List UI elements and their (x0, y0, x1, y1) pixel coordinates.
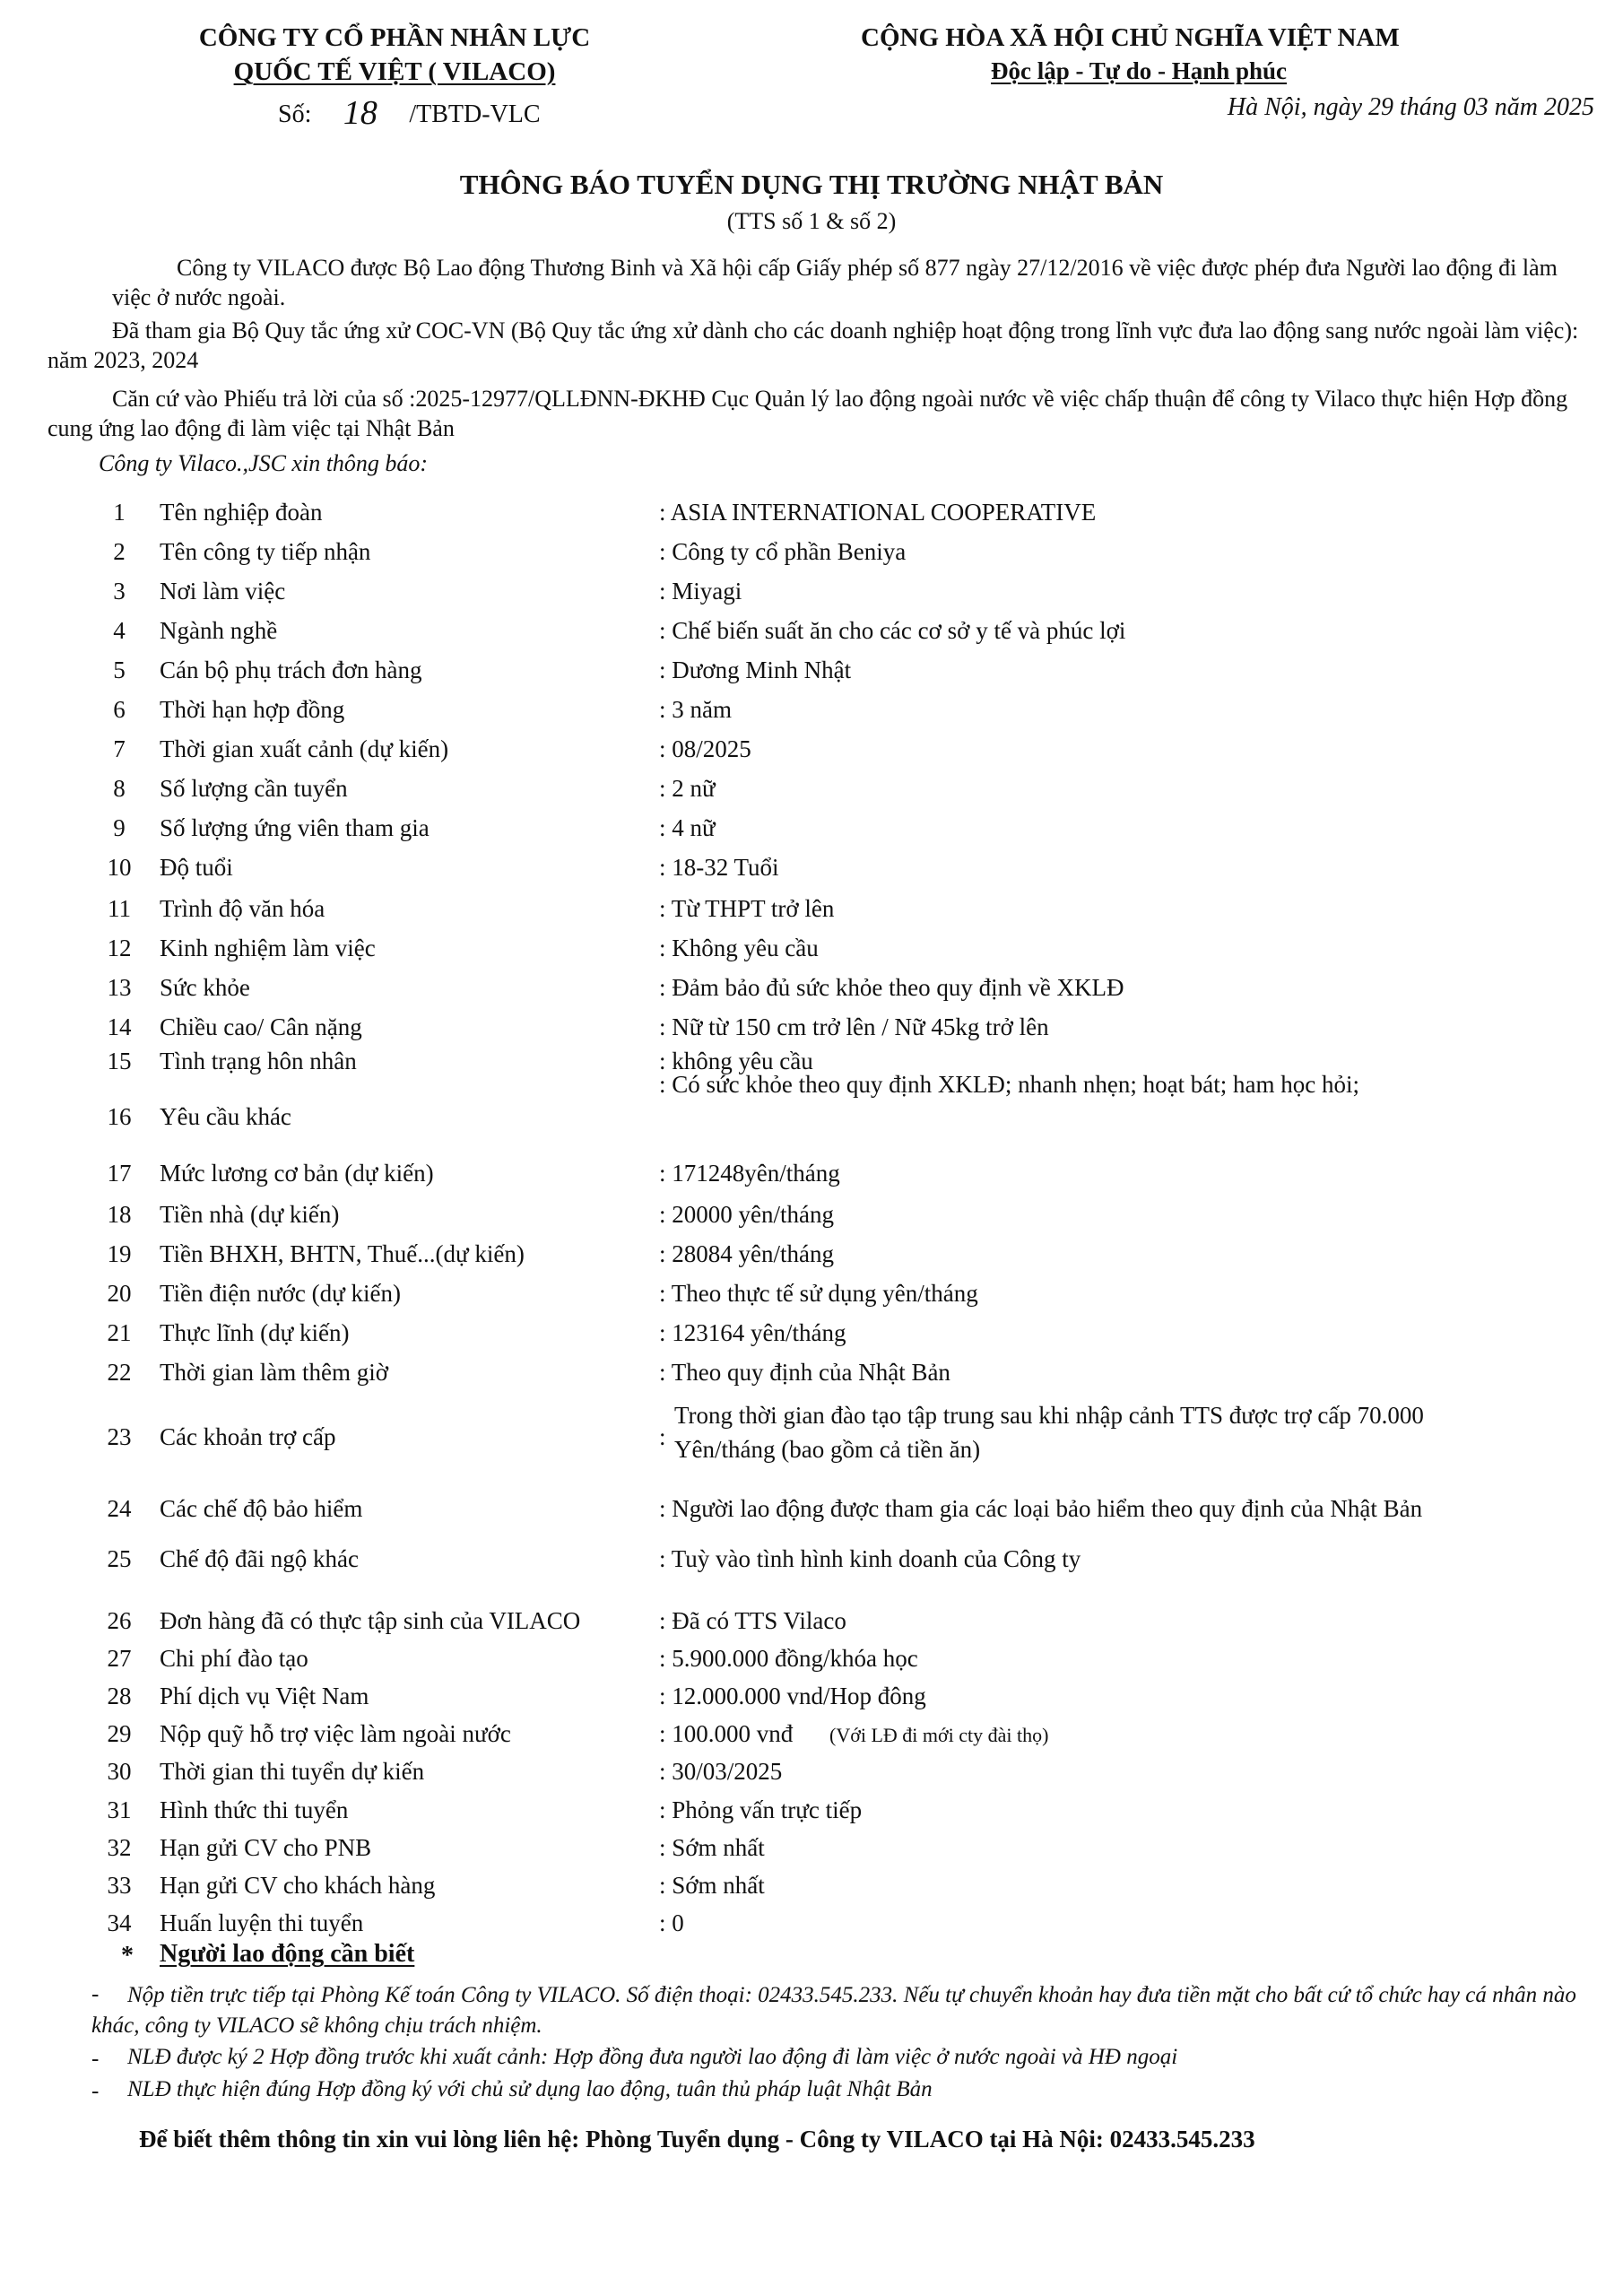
item-value: : Chế biến suất ăn cho các cơ sở y tế và phúc lợi (659, 617, 1126, 644)
item-label: Tiền BHXH, BHTN, Thuế...(dự kiến) (160, 1240, 525, 1267)
item-number: 22 (107, 1359, 132, 1386)
nation-line1: CỘNG HÒA XÃ HỘI CHỦ NGHĨA VIỆT NAM (861, 23, 1400, 52)
item-value: : không yêu cầu (659, 1048, 813, 1074)
item-value: : Đã có TTS Vilaco (659, 1607, 846, 1634)
company-name-line2: QUỐC TẾ VIỆT ( VILACO) (233, 57, 556, 86)
item-label: Chiều cao/ Cân nặng (160, 1013, 362, 1040)
item-number: 26 (107, 1607, 132, 1634)
notice-point-1: Nộp tiền trực tiếp tại Phòng Kế toán Công ty VILACO. Số điện thoại: 02433.545.233. Nếu tự chuyển khoản hay đưa tiền mặt cho bất cứ tổ chức hay cá nhân nào khác, công ty VILACO sẽ không chịu trách nhiệm. (91, 1983, 1576, 2038)
item-number: 17 (107, 1160, 132, 1187)
item-number: 1 (113, 499, 126, 526)
page-title: THÔNG BÁO TUYỂN DỤNG THỊ TRƯỜNG NHẬT BẢN (459, 169, 1164, 200)
item-number: 15 (107, 1048, 132, 1074)
item-value: : 18-32 Tuổi (659, 854, 779, 881)
item-label: Chế độ đãi ngộ khác (160, 1545, 359, 1572)
item-label: Huấn luyện thi tuyển (160, 1909, 364, 1936)
item-number: 20 (107, 1280, 132, 1307)
item-number: 27 (107, 1645, 132, 1672)
item-number: 12 (107, 935, 132, 961)
item-value: : Tuỳ vào tình hình kinh doanh của Công ty (659, 1545, 1081, 1572)
item-label: Nộp quỹ hỗ trợ việc làm ngoài nước (160, 1720, 511, 1747)
item-label: Hình thức thi tuyển (160, 1796, 349, 1823)
item-value: Trong thời gian đào tạo tập trung sau khi nhập cảnh TTS được trợ cấp 70.000 (674, 1402, 1424, 1429)
item-label: Tên nghiệp đoàn (160, 499, 323, 526)
item-label: Thời gian xuất cảnh (dự kiến) (160, 735, 449, 762)
item-value: : 30/03/2025 (659, 1758, 783, 1785)
place-date: Hà Nội, ngày 29 tháng 03 năm 2025 (1227, 93, 1594, 121)
item-label: Kinh nghiệm làm việc (160, 935, 376, 961)
item-label: Tình trạng hôn nhân (160, 1048, 357, 1074)
item-number: 7 (113, 735, 126, 762)
item-label: Phí dịch vụ Việt Nam (160, 1683, 369, 1709)
item-value-continued: Yên/tháng (bao gồm cả tiền ăn) (674, 1436, 981, 1463)
item-label: Hạn gửi CV cho khách hàng (160, 1872, 436, 1899)
item-label: Trình độ văn hóa (160, 895, 325, 922)
item-number: 24 (107, 1495, 132, 1522)
item-label: Thời hạn hợp đồng (160, 696, 345, 723)
item-label: Các khoản trợ cấp (160, 1423, 336, 1450)
item-number: 6 (113, 696, 126, 723)
item-value: : Theo quy định của Nhật Bản (659, 1359, 950, 1386)
item-number: 31 (107, 1796, 132, 1823)
item-value: : 4 nữ (659, 814, 716, 841)
item-value: : Từ THPT trở lên (659, 895, 835, 922)
item-label: Số lượng cần tuyển (160, 775, 348, 802)
notice-dash-1: - (91, 1982, 100, 2006)
item-value: : Sớm nhất (659, 1872, 765, 1899)
item-label: Mức lương cơ bản (dự kiến) (160, 1160, 434, 1187)
item-value: : 2 nữ (659, 775, 716, 802)
item-value: : Phỏng vấn trực tiếp (659, 1796, 863, 1823)
notice-dash-3: - (91, 2079, 100, 2103)
doc-number-label: Số: (278, 100, 312, 128)
nation-motto: Độc lập - Tự do - Hạnh phúc (991, 57, 1288, 84)
notice-point-3: NLĐ thực hiện đúng Hợp đồng ký với chủ sử dụng lao động, tuân thủ pháp luật Nhật Bản (127, 2077, 933, 2101)
item-number: 4 (113, 617, 126, 644)
item-number: 3 (113, 578, 126, 604)
item-value: : 08/2025 (659, 735, 751, 762)
item-value: : Công ty cổ phần Beniya (659, 538, 907, 565)
item-value: : 3 năm (659, 696, 732, 723)
item-label: Thực lĩnh (dự kiến) (160, 1319, 350, 1346)
item-label: Nơi làm việc (160, 578, 286, 604)
contact-line: Để biết thêm thông tin xin vui lòng liên hệ: Phòng Tuyển dụng - Công ty VILACO tại Hà Nội: 02433.545.233 (139, 2126, 1255, 2152)
item-value: : Theo thực tế sử dụng yên/tháng (659, 1280, 978, 1307)
item-value: : Đảm bảo đủ sức khỏe theo quy định về XKLĐ (659, 974, 1124, 1001)
notice-dash-2: - (91, 2047, 100, 2071)
item-label: Các chế độ bảo hiểm (160, 1495, 363, 1522)
doc-number-suffix: /TBTD-VLC (409, 100, 541, 128)
notice-point-2: NLĐ được ký 2 Hợp đồng trước khi xuất cảnh: Hợp đồng đưa người lao động đi làm việc ở nước ngoài và HĐ ngoại (127, 2045, 1178, 2069)
item-value: : 20000 yên/tháng (659, 1201, 834, 1228)
item-number: 29 (107, 1720, 132, 1747)
notice-bullet: * (121, 1942, 134, 1970)
item-number: 14 (107, 1013, 132, 1040)
item-number: 33 (107, 1872, 132, 1899)
item-number: 8 (113, 775, 126, 802)
item-label: Thời gian làm thêm giờ (160, 1359, 389, 1386)
item-label: Độ tuổi (160, 854, 233, 881)
item-number: 13 (107, 974, 132, 1001)
item-value: : Có sức khỏe theo quy định XKLĐ; nhanh nhẹn; hoạt bát; ham học hỏi; (659, 1071, 1360, 1098)
item-number: 21 (107, 1319, 132, 1346)
item-number: 30 (107, 1758, 132, 1785)
item-number: 19 (107, 1240, 132, 1267)
announce-line: Công ty Vilaco.,JSC xin thông báo: (99, 450, 429, 476)
item-value: : Nữ từ 150 cm trở lên / Nữ 45kg trở lên (659, 1013, 1049, 1040)
item-number: 18 (107, 1201, 132, 1228)
notice-heading: Người lao động cần biết (160, 1940, 415, 1968)
item-number: 11 (108, 895, 131, 922)
item-label: Cán bộ phụ trách đơn hàng (160, 657, 422, 683)
item-number: 28 (107, 1683, 132, 1709)
item-label: Đơn hàng đã có thực tập sinh của VILACO (160, 1607, 581, 1634)
item-label: Hạn gửi CV cho PNB (160, 1834, 372, 1861)
item-value: : Dương Minh Nhật (659, 657, 852, 683)
item-value: : Người lao động được tham gia các loại bảo hiểm theo quy định của Nhật Bản (659, 1495, 1423, 1522)
item-label: Tên công ty tiếp nhận (160, 538, 371, 565)
item-label: Yêu cầu khác (160, 1103, 291, 1130)
intro-approval: Căn cứ vào Phiếu trả lời của số :2025-12977/QLLĐNN-ĐKHĐ Cục Quản lý lao động ngoài nước về việc chấp thuận để công ty Vilaco thực hiện Hợp đồng cung ứng lao động đi làm việc tại Nhật Bản (48, 386, 1568, 441)
item-value: : Sớm nhất (659, 1834, 765, 1861)
item-number: 9 (113, 814, 126, 841)
item-value: : 28084 yên/tháng (659, 1240, 834, 1267)
item-label: Tiền điện nước (dự kiến) (160, 1280, 402, 1307)
item-value: : 0 (659, 1909, 684, 1936)
item-note: (Với LĐ đi mới cty đài thọ) (829, 1724, 1049, 1746)
item-label: Tiền nhà (dự kiến) (160, 1201, 340, 1228)
intro-license: Công ty VILACO được Bộ Lao động Thương Binh và Xã hội cấp Giấy phép số 877 ngày 27/12/2016 về việc được phép đưa Người lao động đi làm việc ở nước ngoài. (112, 255, 1558, 310)
item-label: Số lượng ứng viên tham gia (160, 814, 430, 841)
document-number (278, 91, 541, 131)
item-number: 25 (107, 1545, 132, 1572)
item-value: : 123164 yên/tháng (659, 1319, 846, 1346)
item-label: Ngành nghề (160, 617, 278, 644)
item-number: 34 (107, 1909, 132, 1936)
doc-number-handwritten: 18 (343, 94, 378, 132)
item-value: : 100.000 vnđ (659, 1720, 794, 1747)
item-number: 5 (113, 657, 126, 683)
item-label: Thời gian thi tuyển dự kiến (160, 1758, 425, 1785)
item-label: Sức khỏe (160, 974, 250, 1001)
page-subtitle: (TTS số 1 & số 2) (726, 208, 897, 234)
item-number: 16 (107, 1103, 132, 1130)
item-value: : 12.000.000 vnd/Hop đông (659, 1683, 926, 1709)
item-number: 23 (107, 1423, 132, 1450)
item-label: Chi phí đào tạo (160, 1645, 308, 1672)
item-value: : Không yêu cầu (659, 935, 819, 961)
item-value: : 171248yên/tháng (659, 1160, 840, 1187)
item-value: : Miyagi (659, 578, 742, 604)
intro-coc: Đã tham gia Bộ Quy tắc ứng xử COC-VN (Bộ Quy tắc ứng xử dành cho các doanh nghiệp hoạt động trong lĩnh vực đưa lao động sang nước ngoài làm việc): năm 2023, 2024 (48, 317, 1579, 373)
item-number: 10 (107, 854, 132, 881)
item-number: 2 (113, 538, 126, 565)
item-colon: : (659, 1423, 666, 1450)
item-value: : ASIA INTERNATIONAL COOPERATIVE (659, 499, 1097, 526)
item-number: 32 (107, 1834, 132, 1861)
item-value: : 5.900.000 đồng/khóa học (659, 1645, 918, 1672)
company-name-line1: CÔNG TY CỔ PHẦN NHÂN LỰC (198, 23, 591, 52)
